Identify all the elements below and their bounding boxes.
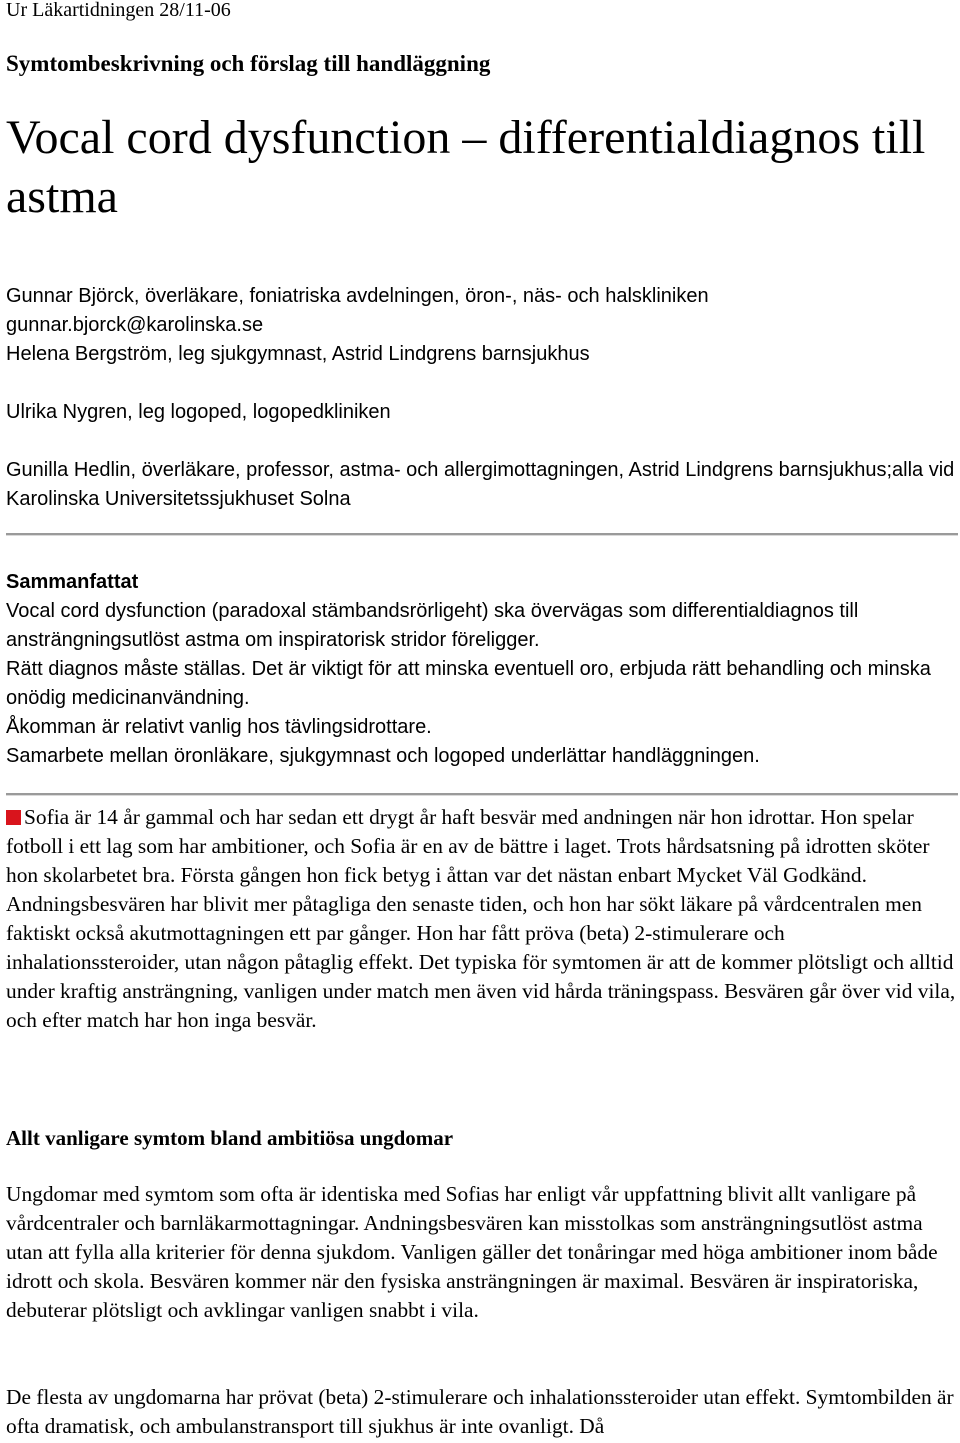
summary-line: Samarbete mellan öronläkare, sjukgymnast och logoped underlättar handläggningen. [6,745,760,767]
author-nygren: Ulrika Nygren, leg logoped, logopedkliniken [6,401,391,423]
article-title: Vocal cord dysfunction – differentialdiagnos till astma [6,111,926,223]
author-block [6,282,958,514]
article-kicker: Symtombeskrivning och förslag till handläggning [6,51,491,76]
case-paragraph [6,803,958,1035]
author-bjorck: Gunnar Björck, överläkare, foniatriska avdelningen, öron-, näs- och halskliniken [6,285,709,307]
summary-line: Rätt diagnos måste ställas. Det är viktigt för att minska eventuell oro, erbjuda rätt behandling och minska onödig medicinanvändning. [6,658,931,709]
divider-top [6,533,958,536]
body-paragraph: De flesta av ungdomarna har prövat (beta) 2-stimulerare och inhalationssteroider utan effekt. Symtombilden är ofta dramatisk, och ambulanstransport till sjukhus är inte ovanligt. Då [6,1385,954,1438]
body-paragraph: Ungdomar med symtom som ofta är identiska med Sofias har enligt vår uppfattning blivit allt vanligare på vårdcentraler och barnläkarmottagningar. Andningsbesvären kan misstolkas som ansträngningsutlöst astma utan att fylla alla kriterier för denna sjukdom. Vanligen gäller det tonåringar med höga ambitioner inom både idrott och skola. Besvären kommer när den fysiska ansträngningen är maximal. Besvären är inspiratoriska, debuterar plötsligt och avklingar vanligen snabbt i vila. [6,1182,938,1322]
summary-box [6,568,958,771]
author-bergstrom: Helena Bergström, leg sjukgymnast, Astrid Lindgrens barnsjukhus [6,343,590,365]
summary-line: Åkomman är relativt vanlig hos tävlingsidrottare. [6,716,432,738]
author-hedlin: Gunilla Hedlin, överläkare, professor, astma- och allergimottagningen, Astrid Lindgrens barnsjukhus;alla vid Karolinska Universitetssjukhuset Solna [6,459,955,510]
red-square-bullet-icon [6,810,21,825]
divider-bottom [6,793,958,796]
author-email-link[interactable]: gunnar.bjorck@karolinska.se [6,314,264,336]
case-text: Sofia är 14 år gammal och har sedan ett drygt år haft besvär med andningen när hon idrottar. Hon spelar fotboll i ett lag som har ambitioner, och Sofia är en av de bättre i laget. Trots hårdsatsning på idrotten sköter hon skolarbetet bra. Första gången hon fick betyg i åttan var det nästan enbart Mycket Väl Godkänd. Andningsbesvären har blivit mer påtagliga den senaste tiden, och hon har sökt läkare på vårdcentralen men faktiskt också akutmottagningen ett par gånger. Hon har fått pröva (beta) 2-stimulerare och inhalationssteroider, utan någon påtaglig effekt. Det typiska för symtomen är att de kommer plötsligt och alltid under kraftig ansträngning, vanligen under match men även vid hårda träningspass. Besvären går över vid vila, och efter match har hon inga besvär. [6,805,956,1032]
summary-line: Vocal cord dysfunction (paradoxal stämbandsrörligeht) ska övervägas som differentialdiagnos till ansträngningsutlöst astma om inspiratorisk stridor föreligger. [6,600,859,651]
section-heading: Allt vanligare symtom bland ambitiösa ungdomar [6,1126,454,1150]
source-line: Ur Läkartidningen 28/11-06 [6,0,231,21]
summary-heading: Sammanfattat [6,571,139,593]
